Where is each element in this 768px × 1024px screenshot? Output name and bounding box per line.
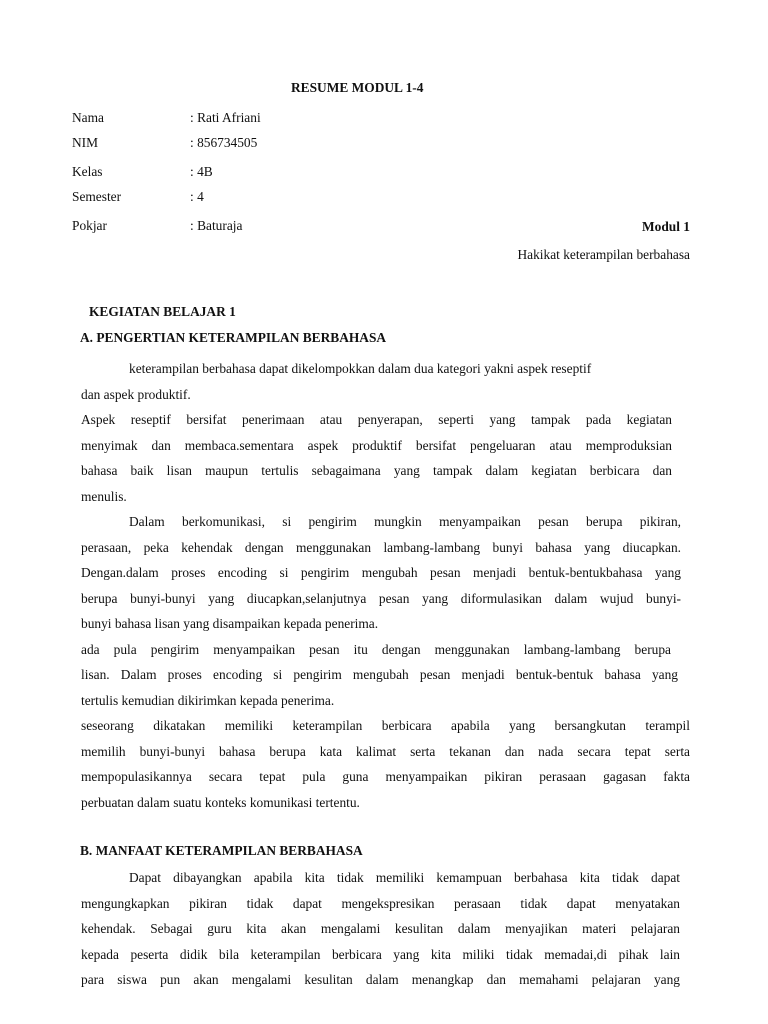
- identity-value-nim: : 856734505: [190, 135, 258, 150]
- text-line: lisan. Dalam proses encoding si pengirim mengubah pesan menjadi bentuk-bentuk bahasa yang: [81, 667, 678, 682]
- section-b-heading: B. MANFAAT KETERAMPILAN BERBAHASA: [80, 843, 363, 858]
- identity-value-semester: : 4: [190, 189, 204, 204]
- identity-label-kelas: Kelas: [72, 164, 103, 179]
- identity-value-kelas: : 4B: [190, 164, 213, 179]
- identity-value-nama: : Rati Afriani: [190, 110, 261, 125]
- section-b-body: [81, 865, 690, 993]
- text-line: para siswa pun akan mengalami kesulitan dalam menangkap dan memahami pelajaran yang: [81, 972, 680, 987]
- text-line: perbuatan dalam suatu konteks komunikasi tertentu.: [81, 794, 360, 810]
- text-line: berupa bunyi-bunyi yang diucapkan,selanjutnya pesan yang diformulasikan dalam wujud bunyi-: [81, 590, 681, 606]
- text-line: perasaan, peka kehendak dengan menggunakan lambang-lambang bunyi bahasa yang diucapkan.: [81, 539, 681, 555]
- text-line: tertulis kemudian dikirimkan kepada penerima.: [81, 692, 335, 708]
- section-a-heading: A. PENGERTIAN KETERAMPILAN BERBAHASA: [80, 330, 387, 345]
- text-line: dan aspek produktif.: [81, 386, 191, 402]
- text-line: memilih bunyi-bunyi bahasa berupa kata kalimat serta tekanan dan nada secara tepat serta: [81, 743, 690, 759]
- identity-label-nama: Nama: [72, 110, 104, 125]
- module-label: Modul 1: [642, 219, 690, 234]
- identity-label-pokjar: Pokjar: [72, 218, 107, 233]
- identity-value-pokjar: : Baturaja: [190, 218, 243, 233]
- document-title: RESUME MODUL 1-4: [291, 80, 424, 95]
- text-line: bahasa baik lisan maupun tertulis sebagaimana yang tampak dalam kegiatan berbicara dan: [81, 463, 672, 478]
- text-line: kehendak. Sebagai guru kita akan mengalami kesulitan dalam menyajikan materi pelajaran: [81, 921, 680, 936]
- text-line: menulis.: [81, 488, 127, 504]
- text-line: seseorang dikatakan memiliki keterampilan berbicara apabila yang bersangkutan terampil: [81, 718, 690, 733]
- text-line: menyimak dan membaca.sementara aspek produktif bersifat pengeluaran atau memproduksian: [81, 437, 672, 453]
- identity-label-nim: NIM: [72, 135, 99, 150]
- text-line: bunyi bahasa lisan yang disampaikan kepada penerima.: [81, 616, 379, 631]
- text-line: mengungkapkan pikiran tidak dapat mengekspresikan perasaan tidak dapat menyatakan: [81, 895, 680, 911]
- text-line: Dalam berkomunikasi, si pengirim mungkin menyampaikan pesan berupa pikiran,: [129, 514, 681, 529]
- section-a-body: [81, 356, 690, 815]
- text-line: keterampilan berbahasa dapat dikelompokkan dalam dua kategori yakni aspek reseptif: [129, 361, 592, 376]
- activity-heading: KEGIATAN BELAJAR 1: [89, 304, 236, 319]
- text-line: kepada peserta didik bila keterampilan berbicara yang kita miliki tidak memadai,di pihak lain: [81, 946, 680, 962]
- text-line: mempopulasikannya secara tepat pula guna menyampaikan pikiran perasaan gagasan fakta: [81, 769, 690, 784]
- module-topic: Hakikat keterampilan berbahasa: [517, 247, 690, 262]
- text-line: Dapat dibayangkan apabila kita tidak memiliki kemampuan berbahasa kita tidak dapat: [129, 870, 680, 885]
- text-line: Aspek reseptif bersifat penerimaan atau penyerapan, seperti yang tampak pada kegiatan: [81, 412, 672, 427]
- identity-label-semester: Semester: [72, 189, 122, 204]
- text-line: ada pula pengirim menyampaikan pesan itu dengan menggunakan lambang-lambang berupa: [81, 641, 671, 657]
- text-line: Dengan.dalam proses encoding si pengirim mengubah pesan menjadi bentuk-bentukbahasa yang: [81, 565, 681, 580]
